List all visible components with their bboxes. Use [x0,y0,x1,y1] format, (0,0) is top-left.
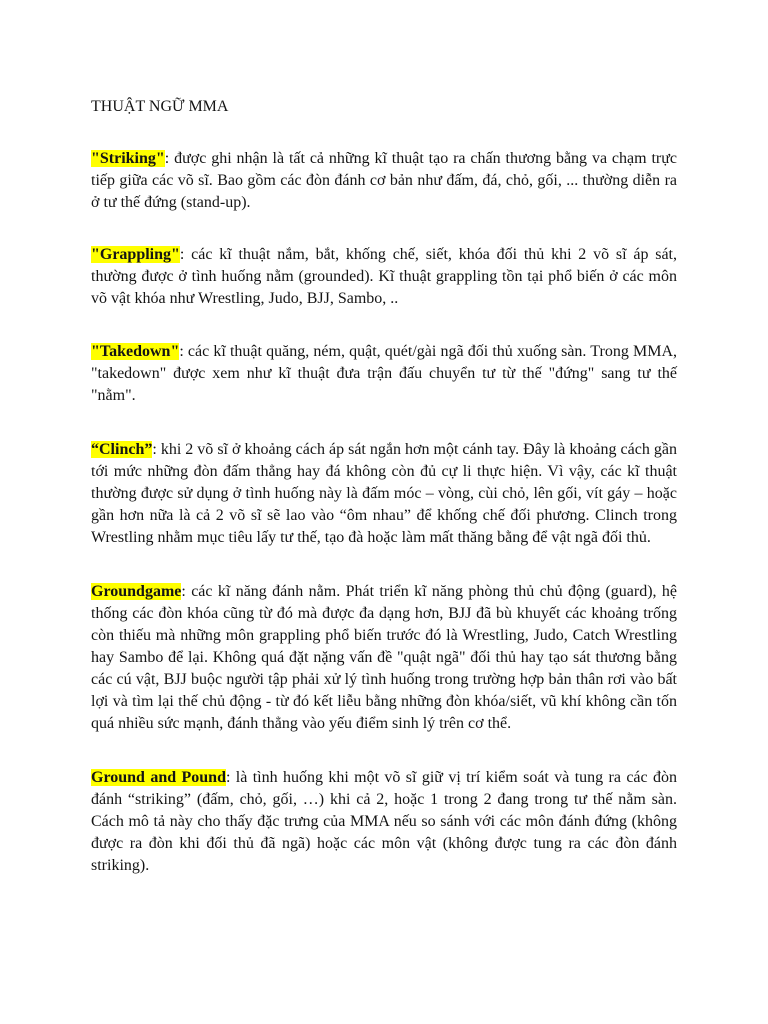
definition-takedown: : các kĩ thuật quăng, ném, quật, quét/gài ngã đối thủ xuống sàn. Trong MMA, "takedown" được xem như kĩ thuật đưa trận đấu chuyển tư từ thế "đứng" sang tư thế "nằm". [91,343,677,404]
definition-grappling: : các kĩ thuật nắm, bắt, khống chế, siết, khóa đối thủ khi 2 võ sĩ áp sát, thường được ở tình huống nằm (grounded). Kĩ thuật grappling tồn tại phổ biến ở các môn võ vật khóa như Wrestling, Judo, BJJ, Sambo, .. [91,246,677,307]
term-takedown: "Takedown" [91,343,180,360]
term-entry-clinch [91,439,677,549]
term-grappling: "Grappling" [91,246,180,263]
term-clinch: “Clinch” [91,441,153,458]
term-entry-striking [91,148,677,214]
definition-clinch: : khi 2 võ sĩ ở khoảng cách áp sát ngắn hơn một cánh tay. Đây là khoảng cách gần tới mức những đòn đấm thẳng hay đá không còn đủ cự li thực hiện. Vì vậy, các kĩ thuật thường được sử dụng ở tình huống này là đấm móc – vòng, cùi chỏ, lên gối, vít gáy – hoặc gần hơn nữa là cả 2 võ sĩ sẽ lao vào “ôm nhau” để khống chế đối phương. Clinch trong Wrestling nhằm mục tiêu lấy tư thế, tạo đà hoặc làm mất thăng bằng để vật ngã đối thủ. [91,441,677,546]
term-groundgame: Groundgame [91,583,182,600]
term-entry-takedown [91,341,677,407]
term-ground-and-pound: Ground and Pound [91,769,226,786]
term-entry-groundgame [91,581,677,735]
definition-striking: : được ghi nhận là tất cả những kĩ thuật tạo ra chấn thương bằng va chạm trực tiếp giữa các võ sĩ. Bao gồm các đòn đánh cơ bản như đấm, đá, chỏ, gối, ... thường diễn ra ở tư thế đứng (stand-up). [91,150,677,211]
term-entry-ground-and-pound [91,767,677,877]
term-striking: "Striking" [91,150,165,167]
term-entry-grappling [91,244,677,310]
document-title: THUẬT NGỮ MMA [91,98,229,115]
definition-ground-and-pound: : là tình huống khi một võ sĩ giữ vị trí kiểm soát và tung ra các đòn đánh “striking” (đấm, chỏ, gối, …) khi cả 2, hoặc 1 trong 2 đang trong tư thế nằm sàn. Cách mô tả này cho thấy đặc trưng của MMA nếu so sánh với các môn đánh đứng (không được ra đòn khi đối thủ đã ngã) hoặc các môn vật (không được tung ra các đòn đánh striking). [91,769,678,874]
document-page [91,96,677,877]
definition-groundgame: : các kĩ năng đánh nằm. Phát triển kĩ năng phòng thủ chủ động (guard), hệ thống các đòn khóa cũng từ đó mà được đa dạng hơn, BJJ đã bù khuyết các khoảng trống còn thiếu mà những môn grappling phổ biến trước đó là Wrestling, Judo, Catch Wrestling hay Sambo để lại. Không quá đặt nặng vấn đề "quật ngã" đối thủ hay tạo sát thương bằng các cú vật, BJJ buộc người tập phải xử lý tình huống trong trường hợp bản thân rơi vào bất lợi và tìm lại thế chủ động - từ đó kết liễu bằng những đòn khóa/siết, vũ khí không cần tốn quá nhiều sức mạnh, đánh thẳng vào yếu điểm sinh lý trên cơ thể. [91,583,677,732]
